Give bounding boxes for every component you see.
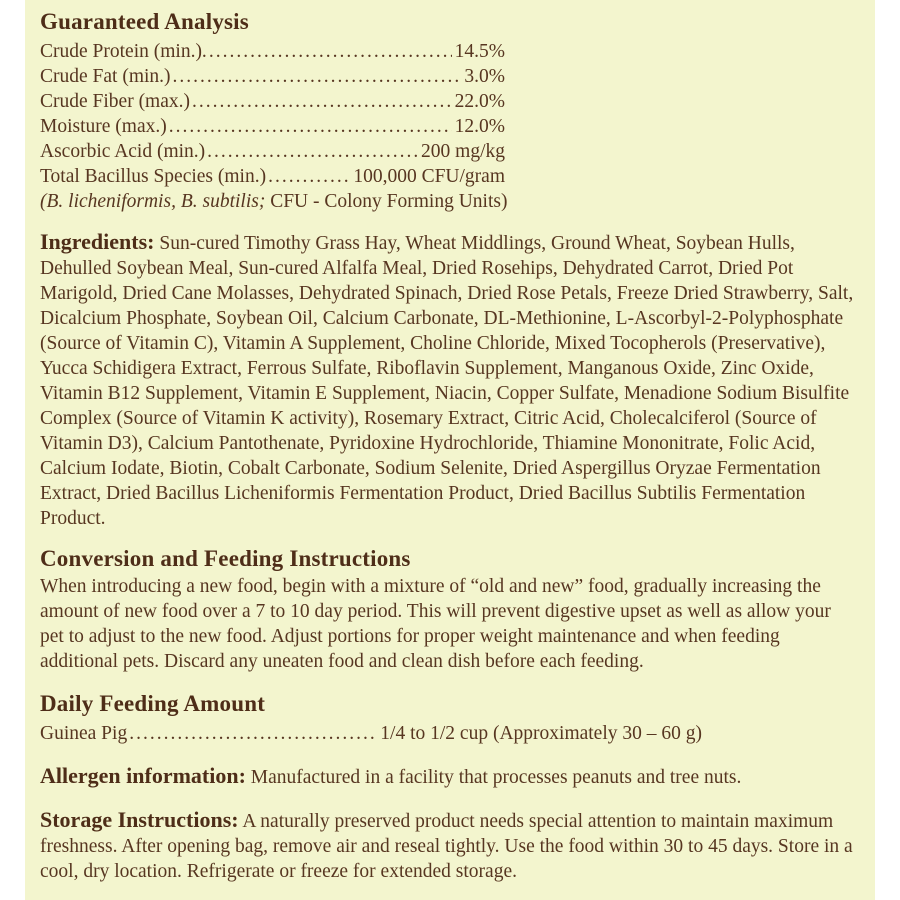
dot-leader xyxy=(268,164,350,189)
daily-feeding-title: Daily Feeding Amount xyxy=(40,691,266,716)
analysis-row-crude-fat xyxy=(40,64,505,89)
analysis-label: Ascorbic Acid (min.) xyxy=(40,141,206,162)
analysis-label: Crude Fat (min.) xyxy=(40,66,171,87)
dot-leader xyxy=(207,139,418,164)
guaranteed-analysis-title: Guaranteed Analysis xyxy=(40,9,249,34)
ingredients-list-text: Sun-cured Timothy Grass Hay, Wheat Middlings, Ground Wheat, Soybean Hulls, Dehulled Soybean Meal, Sun-cured Alfalfa Meal, Dried Rosehips, Dehydrated Carrot, Dried Pot Marigold, Dried Cane Molasses, Dehydrated Spinach, Dried Rose Petals, Freeze Dried Strawberry, Salt, Dicalcium Phosphate, Soybean Oil, Calcium Carbonate, DL-Methionine, L-Ascorbyl-2-Polyphosphate (Source of Vitamin C), Vitamin A Supplement, Choline Chloride, Mixed Tocopherols (Preservative), Yucca Schidigera Extract, Ferrous Sulfate, Riboflavin Supplement, Manganous Oxide, Zinc Oxide, Vitamin B12 Supplement, Vitamin E Supplement, Niacin, Copper Sulfate, Menadione Sodium Bisulfite Complex (Source of Vitamin K activity), Rosemary Extract, Citric Acid, Cholecalciferol (Source of Vitamin D3), Calcium Pantothenate, Pyridoxine Hydrochloride, Thiamine Mononitrate, Folic Acid, Calcium Iodate, Biotin, Cobalt Carbonate, Sodium Selenite, Dried Aspergillus Oryzae Fermentation Extract, Dried Bacillus Licheniformis Fermentation Product, Dried Bacillus Subtilis Fermentation Product. xyxy=(40,233,854,529)
conversion-feeding-title: Conversion and Feeding Instructions xyxy=(40,546,411,571)
analysis-row-ascorbic-acid xyxy=(40,139,505,164)
conversion-feeding-text: When introducing a new food, begin with a mixture of “old and new” food, gradually increasing the amount of new food over a 7 to 10 day period. This will prevent digestive upset as well as allow your pet to adjust to the new food. Adjust portions for proper weight maintenance and when feeding additional pets. Discard any uneaten food and clean dish before each feeding. xyxy=(40,576,831,672)
feeding-amount-value: 1/4 to 1/2 cup (Approximately 30 – 60 g) xyxy=(380,723,702,744)
analysis-value: 3.0% xyxy=(464,66,505,87)
daily-feeding-section xyxy=(40,690,859,746)
guaranteed-analysis-table xyxy=(40,39,859,189)
allergen-paragraph xyxy=(40,763,859,790)
dot-leader xyxy=(173,64,462,89)
analysis-label: Crude Protein (min.). xyxy=(40,41,207,62)
dot-leader xyxy=(209,39,452,64)
analysis-value: 200 mg/kg xyxy=(421,141,505,162)
guaranteed-analysis-section xyxy=(40,8,859,214)
allergen-heading: Allergen information: xyxy=(40,763,246,788)
analysis-label: Total Bacillus Species (min.) xyxy=(40,166,267,187)
analysis-value: 12.0% xyxy=(454,116,505,137)
bacillus-footnote xyxy=(40,189,859,214)
storage-text: A naturally preserved product needs special attention to maintain maximum freshness. After opening bag, remove air and reseal tightly. Use the food within 30 to 45 days. Store in a cool, dry location. Refrigerate or freeze for extended storage. xyxy=(40,811,853,882)
ingredients-paragraph xyxy=(40,229,859,531)
analysis-row-crude-protein xyxy=(40,39,505,64)
footnote-cfu-definition: CFU - Colony Forming Units) xyxy=(265,191,508,212)
conversion-feeding-section xyxy=(40,545,859,674)
analysis-value: 100,000 CFU/gram xyxy=(353,166,505,187)
dot-leader xyxy=(129,721,377,746)
analysis-label: Crude Fiber (max.) xyxy=(40,91,191,112)
storage-paragraph xyxy=(40,807,859,884)
storage-heading: Storage Instructions: xyxy=(40,807,239,832)
analysis-label: Moisture (max.) xyxy=(40,116,167,137)
analysis-value: 14.5% xyxy=(454,41,505,62)
analysis-row-bacillus-species xyxy=(40,164,505,189)
daily-feeding-table xyxy=(40,721,859,746)
ingredients-heading: Ingredients: xyxy=(40,229,155,254)
feeding-row-guinea-pig xyxy=(40,721,702,746)
dot-leader xyxy=(192,89,452,114)
allergen-text: Manufactured in a facility that processes peanuts and tree nuts. xyxy=(245,767,742,788)
analysis-row-moisture xyxy=(40,114,505,139)
footnote-species-italic: (B. licheniformis, B. subtilis; xyxy=(40,191,266,212)
analysis-row-crude-fiber xyxy=(40,89,505,114)
analysis-value: 22.0% xyxy=(454,91,505,112)
dot-leader xyxy=(169,114,452,139)
pet-food-label-panel xyxy=(25,0,875,900)
feeding-animal-label: Guinea Pig xyxy=(40,723,128,744)
